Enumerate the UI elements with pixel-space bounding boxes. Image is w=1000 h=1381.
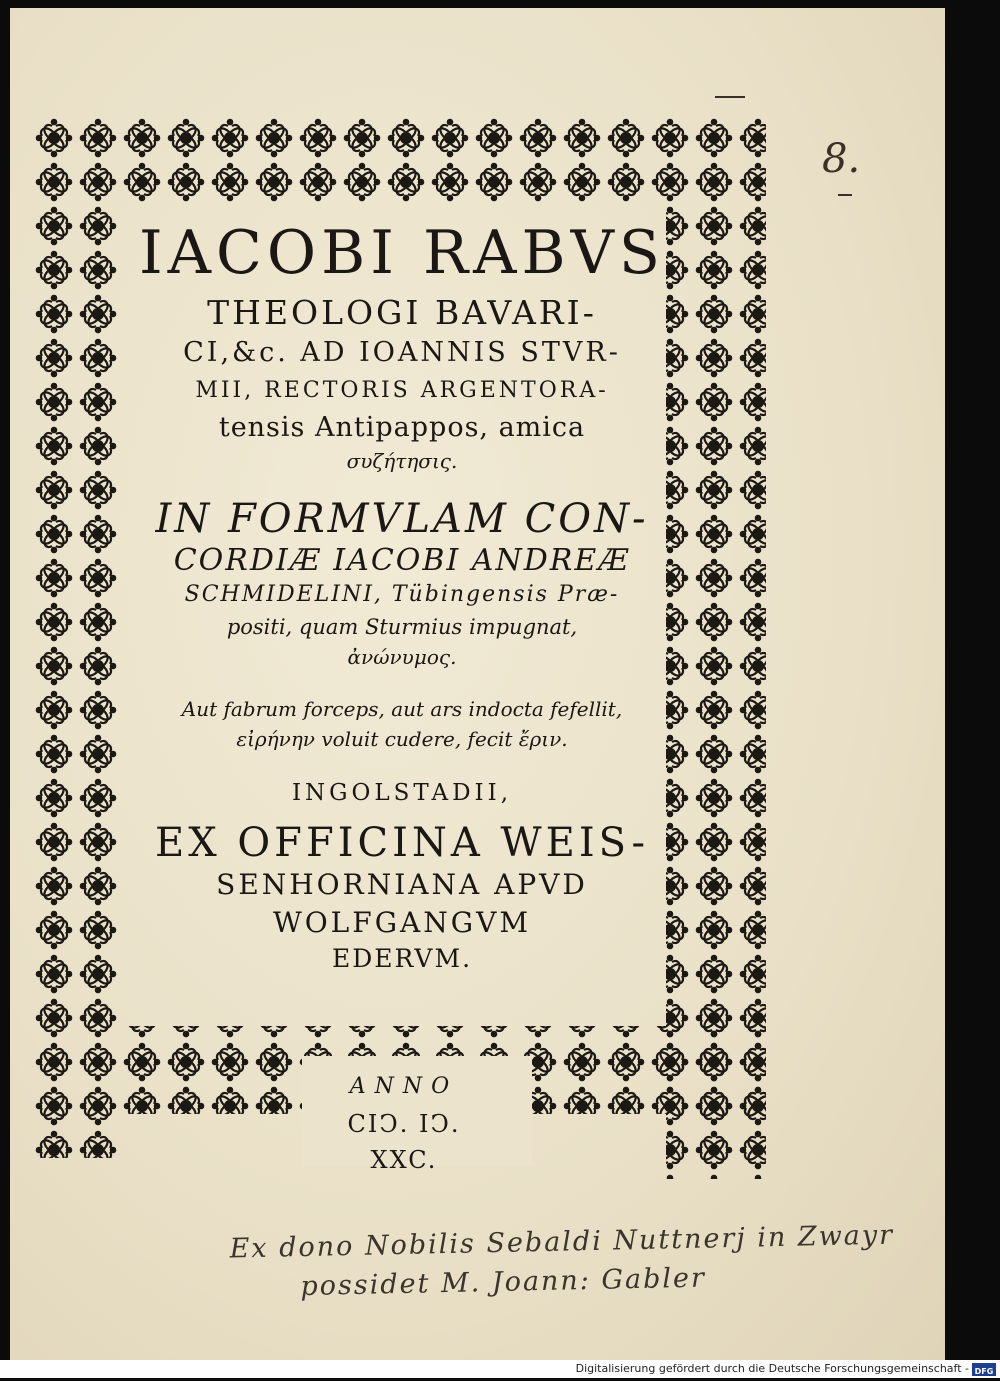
footer-credit bbox=[0, 1360, 1000, 1378]
imprint-line: WOLFGANGVM bbox=[272, 906, 532, 939]
title-page bbox=[10, 8, 945, 1360]
title-line: MII, RECTORIS ARGENTORA- bbox=[195, 378, 609, 403]
anno-label: ANNO bbox=[349, 1074, 459, 1099]
year-roman: CIↃ. IↃ. XXC. bbox=[347, 1110, 461, 1174]
title-line: THEOLOGI BAVARI- bbox=[207, 293, 597, 332]
subtitle-greek: ἀνώνυμος. bbox=[347, 645, 457, 669]
imprint-place: INGOLSTADII, bbox=[291, 780, 513, 806]
folio-dash bbox=[838, 194, 852, 196]
title-block bbox=[122, 220, 682, 976]
title-greek: συζήτησις. bbox=[346, 449, 458, 473]
dfg-logo-icon: DFG bbox=[972, 1363, 996, 1376]
inscription-line: possidet M. Joann: Gabler bbox=[300, 1262, 707, 1303]
subtitle-line: CORDIÆ IACOBI ANDREÆ bbox=[173, 543, 631, 578]
verse-line: Aut fabrum forceps, aut ars indocta fefellit, bbox=[181, 697, 623, 721]
subtitle-line: IN FORMVLAM CON- bbox=[155, 496, 649, 542]
footer-text: Digitalisierung gefördert durch die Deutsche Forschungsgemeinschaft - bbox=[575, 1362, 969, 1375]
title-line: CI,&c. AD IOANNIS STVR- bbox=[183, 337, 621, 368]
pencil-mark bbox=[715, 96, 745, 98]
subtitle-line: SCHMIDELINI, Tübingensis Præ- bbox=[184, 582, 620, 607]
handwritten-inscription bbox=[209, 1218, 970, 1304]
subtitle-line: positi, quam Sturmius impugnat, bbox=[226, 615, 578, 639]
imprint-line: EDERVM. bbox=[331, 944, 473, 973]
folio-number: 8. bbox=[822, 136, 861, 182]
imprint-line: EX OFFICINA WEIS- bbox=[155, 820, 649, 866]
date-cartouche bbox=[312, 1068, 496, 1174]
imprint-line: SENHORNIANA APVD bbox=[216, 868, 588, 901]
title-line: tensis Antipappos, amica bbox=[218, 412, 586, 443]
inscription-line: Ex dono Nobilis Sebaldi Nuttnerj in Zwayr bbox=[229, 1219, 895, 1265]
verse-line: εἰρήνην voluit cudere, fecit ἔριν. bbox=[236, 727, 568, 751]
author-heading: IACOBI RABVS bbox=[138, 218, 666, 288]
